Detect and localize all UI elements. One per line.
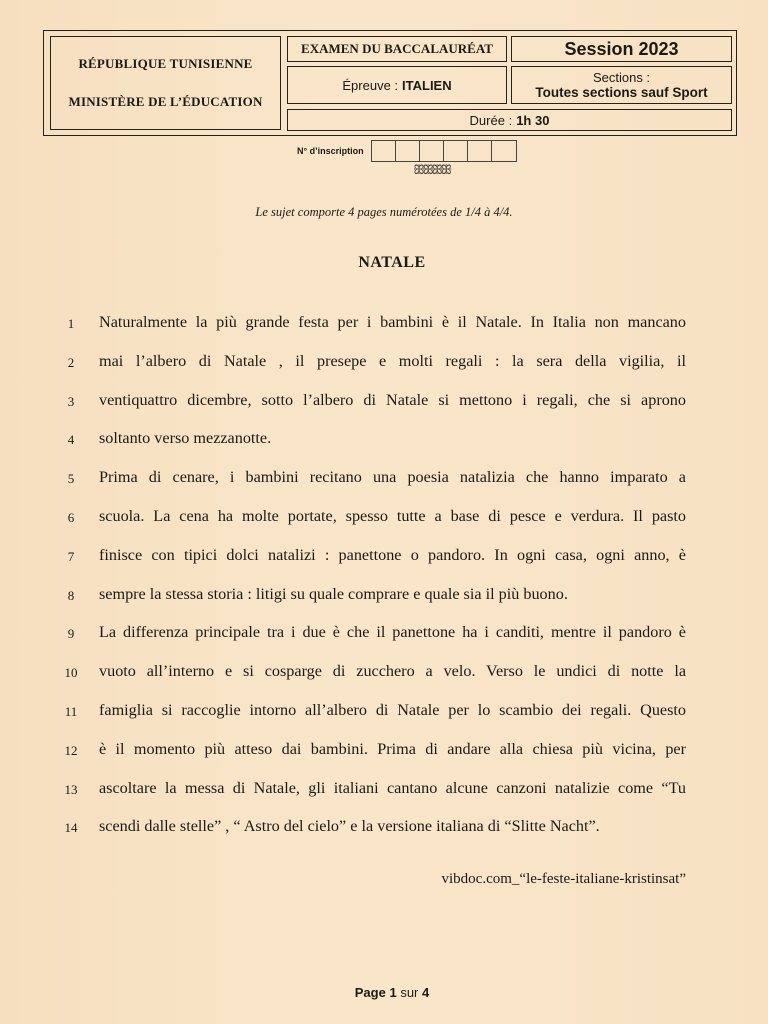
subject-label: Épreuve : — [342, 77, 399, 93]
page-footer — [0, 985, 768, 1000]
duration-value: 1h 30 — [516, 112, 550, 128]
exam-name: EXAMEN DU BACCALAURÉAT — [287, 36, 507, 62]
registration-number — [297, 140, 517, 161]
registration-cells — [371, 140, 517, 162]
line-text: finisce con tipici dolci natalizi : panettone o pandoro. In ogni casa, ogni anno, è — [99, 545, 686, 564]
line-number: 5 — [67, 471, 75, 487]
line-text: ascoltare la messa di Natale, gli italiani cantano alcune canzoni natalizie come “Tu — [99, 778, 686, 797]
exam-header — [43, 30, 737, 136]
page-label: Page — [354, 985, 386, 1000]
duration-box — [287, 109, 732, 131]
registration-cell — [444, 141, 468, 161]
page-total: 4 — [422, 985, 430, 1000]
line-text: Naturalmente la più grande festa per i bambini è il Natale. In Italia non mancano — [99, 313, 686, 331]
line-text: ventiquattro dicembre, sotto l’albero di Natale si mettono i regali, che si aprono — [99, 390, 686, 409]
line-number: 6 — [67, 509, 75, 525]
text-line — [0, 809, 768, 848]
text-line — [0, 460, 768, 499]
subject-box — [287, 66, 507, 104]
text-line — [0, 538, 768, 577]
registration-cell — [492, 141, 516, 161]
line-text: sempre la stessa storia : litigi su quale comprare e quale sia il più buono. — [99, 584, 568, 603]
text-line — [0, 771, 768, 810]
line-text: Prima di cenare, i bambini recitano una poesia natalizia che hanno imparato a — [99, 468, 686, 487]
republic-name: RÉPUBLIQUE TUNISIENNE — [78, 56, 253, 71]
ministry-name: MINISTÈRE DE L’ÉDUCATION — [68, 94, 263, 109]
flower-ornament-icon: ꕥꕥꕥꕥ — [413, 163, 450, 178]
line-text: mai l’albero di Natale , il presepe e molti regali : la sera della vigilia, il — [99, 351, 686, 370]
ministry-box — [50, 36, 281, 130]
text-line — [0, 577, 768, 616]
reading-text — [0, 305, 768, 848]
line-text: è il momento più atteso dai bambini. Prima di andare alla chiesa più vicina, per — [99, 739, 686, 758]
line-text: soltanto verso mezzanotte. — [99, 429, 272, 448]
page-number: 1 — [389, 985, 397, 1000]
line-number: 11 — [64, 703, 78, 719]
text-line — [0, 305, 768, 344]
text-line — [0, 732, 768, 771]
line-text: La differenza principale tra i due è che il panettone ha i canditi, mentre il pandoro è — [99, 623, 686, 642]
registration-cell — [468, 141, 492, 161]
sections-box — [511, 66, 732, 104]
line-number: 7 — [67, 548, 75, 564]
text-title: NATALE — [358, 254, 426, 271]
text-line — [0, 654, 768, 693]
line-number: 1 — [67, 316, 75, 331]
text-line — [0, 499, 768, 538]
session-year: Session 2023 — [511, 36, 732, 62]
source-citation: vibdoc.com_“le-feste-italiane-kristinsat” — [441, 871, 686, 887]
line-number: 4 — [67, 432, 75, 448]
line-number: 3 — [67, 393, 75, 409]
line-text: scendi dalle stelle” , “ Astro del cielo” e la versione italiana di “Slitte Nacht”. — [99, 817, 600, 836]
registration-cell — [372, 141, 396, 161]
line-number: 14 — [64, 820, 78, 836]
line-number: 9 — [67, 626, 75, 642]
text-line — [0, 383, 768, 422]
line-number: 13 — [64, 781, 78, 797]
line-number: 8 — [67, 587, 75, 603]
page-count-note: Le sujet comporte 4 pages numérotées de 1/4 à 4/4. — [255, 205, 513, 219]
line-number: 2 — [67, 354, 75, 370]
subject-value: ITALIEN — [402, 77, 452, 93]
sections-label: Sections : — [592, 70, 651, 85]
registration-cell — [396, 141, 420, 161]
text-line — [0, 421, 768, 460]
line-number: 12 — [64, 742, 78, 758]
text-line — [0, 344, 768, 383]
registration-cell — [420, 141, 444, 161]
line-text: vuoto all’interno e si cosparge di zucchero a velo. Verso le undici di notte la — [99, 662, 686, 681]
registration-label: N° d’inscription — [297, 145, 364, 156]
line-text: scuola. La cena ha molte portate, spesso tutte a base di pesce e verdura. Il pasto — [99, 506, 686, 525]
page-sur: sur — [400, 985, 419, 1000]
text-line — [0, 693, 768, 732]
text-line — [0, 615, 768, 654]
sections-value: Toutes sections sauf Sport — [535, 85, 708, 100]
line-number: 10 — [64, 665, 78, 681]
line-text: famiglia si raccoglie intorno all’albero di Natale per lo scambio dei regali. Questo — [99, 700, 686, 719]
duration-label: Durée : — [469, 112, 513, 128]
